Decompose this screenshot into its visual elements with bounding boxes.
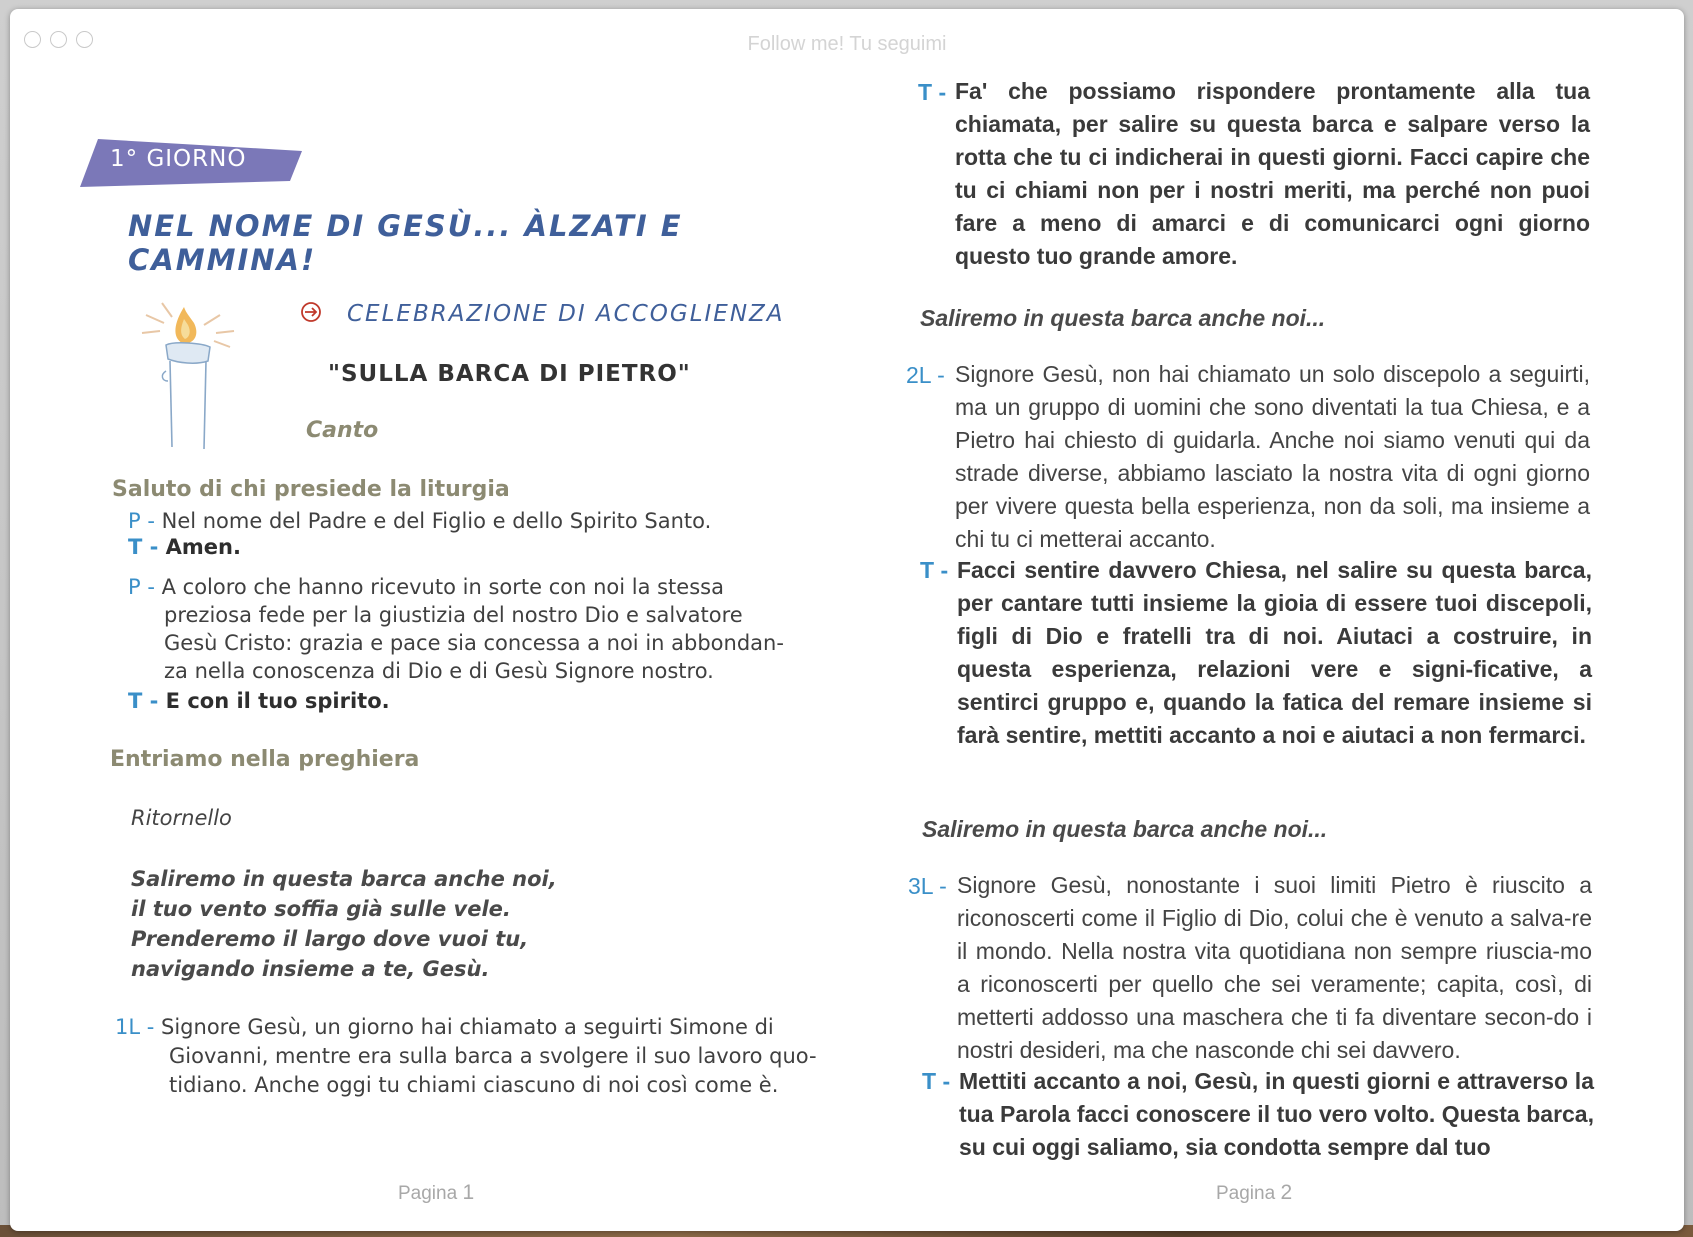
speaker-label: T - — [920, 557, 949, 583]
page-label: Pagina — [1216, 1183, 1276, 1204]
speaker-label: T - — [922, 1068, 951, 1094]
reading-3-paragraph: Signore Gesù, nonostante i suoi limiti Pietro è riuscito a riconoscerti come il Figlio di Dio, colui che è venuto a salva-re il mondo. Nella nostra vita quotidiana non sempre riuscia-mo a riconoscerti per quello che sei veramente; capita, così, di metterti addosso una maschera che ti fa diventare secon-do i nostri desideri, ma che nasconde chi sei davvero. — [957, 872, 1592, 1063]
prayer-heading: Entriamo nella preghiera — [110, 747, 420, 772]
page-1 — [10, 9, 840, 1231]
greeting-line-t2 — [128, 687, 390, 715]
speaker-label: P - — [128, 509, 155, 533]
page-number-1 — [398, 1181, 474, 1205]
refrain-short: Saliremo in questa barca anche noi... — [920, 305, 1326, 331]
greeting-line-p2 — [128, 573, 724, 601]
response-paragraph: Mettiti accanto a noi, Gesù, in questi giorni e attraverso la tua Parola facci conoscere il tuo vero volto. Questa barca, su cui oggi saliamo, sia condotta sempre dal tuo — [959, 1068, 1594, 1160]
line-text: A coloro che hanno ricevuto in sorte con noi la stessa — [161, 575, 724, 599]
page-number-2 — [1216, 1181, 1292, 1205]
line-text: Signore Gesù, un giorno hai chiamato a seguirti Simone di — [161, 1015, 774, 1039]
greeting-heading: Saluto di chi presiede la liturgia — [112, 477, 510, 502]
greeting-line-p2-cont: preziosa fede per la giustizia del nostro Dio e salvatore — [164, 603, 743, 627]
refrain-line: Prenderemo il largo dove vuoi tu, — [131, 927, 529, 951]
candle-icon — [134, 301, 244, 451]
speaker-label: T - — [918, 79, 947, 105]
celebration-title: CELEBRAZIONE DI ACCOGLIENZA — [347, 301, 785, 327]
speaker-label: 1L - — [115, 1015, 155, 1039]
canto-label: Canto — [306, 418, 379, 443]
line-text: Amen. — [165, 535, 241, 559]
greeting-line-p1 — [128, 507, 711, 535]
greeting-line-p2-cont: za nella conoscenza di Dio e di Gesù Signore nostro. — [164, 659, 714, 683]
speaker-label: T - — [128, 689, 159, 713]
celebration-subtitle: "SULLA BARCA DI PIETRO" — [328, 361, 691, 387]
greeting-line-t1 — [128, 533, 241, 561]
reader-window — [10, 9, 1684, 1231]
speaker-label: 2L - — [906, 362, 945, 388]
page-2 — [840, 9, 1684, 1231]
refrain-short: Saliremo in questa barca anche noi... — [922, 816, 1328, 842]
refrain-line: Saliremo in questa barca anche noi, — [131, 867, 557, 891]
reading-1-line-cont: tidiano. Anche oggi tu chiami ciascuno di noi così come è. — [169, 1073, 779, 1097]
line-text: Nel nome del Padre e del Figlio e dello Spirito Santo. — [161, 509, 712, 533]
page-number-value: 2 — [1280, 1181, 1293, 1204]
page-number-value: 1 — [462, 1181, 475, 1204]
speaker-label: T - — [128, 535, 159, 559]
reading-2-paragraph: Signore Gesù, non hai chiamato un solo discepolo a seguirti, ma un gruppo di uomini che sono diventati la tua Chiesa, e a Pietro hai chiesto di guidarla. Anche noi siamo venuti qui da strade diverse, abbiamo lasciato la nostra vita di ogni giorno per vivere questa bella esperienza, non da soli, ma insieme a chi tu ci metterai accanto. — [955, 361, 1590, 552]
line-text: E con il tuo spirito. — [165, 689, 390, 713]
ritornello-label: Ritornello — [131, 806, 232, 830]
refrain-line: il tuo vento soffia già sulle vele. — [131, 897, 511, 921]
reading-1-line-cont: Giovanni, mentre era sulla barca a svolgere il suo lavoro quo- — [169, 1044, 817, 1068]
arrow-right-circle-icon — [299, 300, 323, 324]
page-label: Pagina — [398, 1183, 458, 1204]
response-paragraph: Facci sentire davvero Chiesa, nel salire su questa barca, per cantare tutti insieme la gioia di essere tuoi discepoli, figli di Dio e fratelli tra di noi. Aiutaci a costruire, in questa esperienza, relazioni vere e signi-ficative, a sentirci gruppo e, quando la fatica del remare insieme si farà sentire, mettiti accanto a noi e aiutaci a non fermarci. — [957, 557, 1592, 748]
speaker-label: 3L - — [908, 873, 947, 899]
speaker-label: P - — [128, 575, 155, 599]
refrain-block — [131, 864, 557, 984]
reading-1-line — [115, 1013, 774, 1041]
day-label: 1° GIORNO — [110, 146, 247, 172]
window-title: Follow me! Tu seguimi — [747, 33, 947, 55]
response-paragraph: Fa' che possiamo rispondere prontamente alla tua chiamata, per salire su questa barca e salpare verso la rotta che tu ci indicherai in questi giorni. Facci capire che tu ci chiami non per i nostri meriti, ma perché non puoi fare a meno di amarci e di comunicarci ogni giorno questo tuo grande amore. — [955, 78, 1590, 269]
greeting-line-p2-cont: Gesù Cristo: grazia e pace sia concessa a noi in abbondan- — [164, 631, 784, 655]
page-title: NEL NOME DI GESÙ... ÀLZATI E CAMMINA! — [128, 209, 683, 277]
refrain-line: navigando insieme a te, Gesù. — [131, 957, 490, 981]
